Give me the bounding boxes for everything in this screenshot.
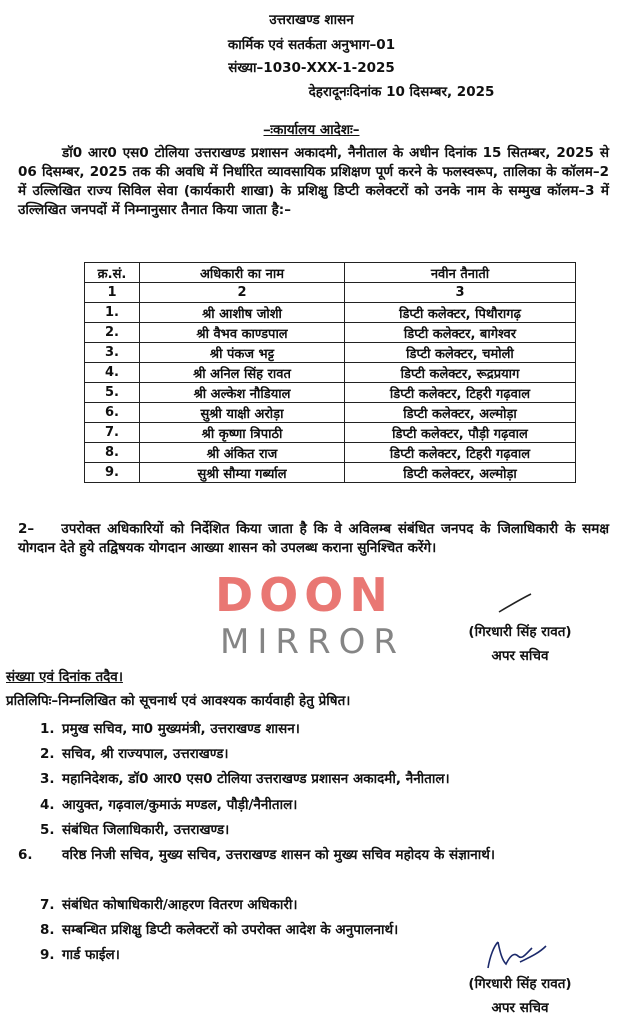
list-number: 2. <box>40 746 55 762</box>
order-number: संख्या–1030-XXX-1-2025 <box>228 60 395 76</box>
list-item <box>40 745 609 764</box>
list-item-text: सम्बन्धित प्रशिक्षु डिप्टी कलेक्टरों को उपरोक्त आदेश के अनुपालनार्थ। <box>62 922 399 938</box>
posting-cell: डिप्टी कलेक्टर, बागेश्वर <box>345 323 576 343</box>
column-number: 1 <box>85 283 140 303</box>
serial-cell: 1. <box>85 303 140 323</box>
officer-name-cell: श्री अल्केश नौडियाल <box>140 383 345 403</box>
govt-name: उत्तराखण्ड शासन <box>269 12 354 28</box>
list-item-text: सचिव, श्री राज्यपाल, उत्तराखण्ड। <box>62 746 229 762</box>
officer-name-cell: श्री कृष्णा त्रिपाठी <box>140 423 345 443</box>
table-row <box>85 443 576 463</box>
header-new-posting: नवीन तैनाती <box>345 263 576 283</box>
table-row <box>85 303 576 323</box>
list-number: 1. <box>40 721 55 737</box>
reference-line: संख्या एवं दिनांक तदैव। <box>6 669 123 685</box>
posting-cell: डिप्टी कलेक्टर, पिथौरागढ़ <box>345 303 576 323</box>
column-number: 2 <box>140 283 345 303</box>
officer-name-cell: श्री वैभव काण्डपाल <box>140 323 345 343</box>
list-number: 7. <box>40 897 55 913</box>
list-item-text: महानिदेशक, डॉ0 आर0 एस0 टोलिया उत्तराखण्ड प्रशासन अकादमी, नैनीताल। <box>62 771 450 787</box>
serial-cell: 8. <box>85 443 140 463</box>
header-serial: क्र.सं. <box>85 263 140 283</box>
header-officer-name: अधिकारी का नाम <box>140 263 345 283</box>
column-number: 3 <box>345 283 576 303</box>
list-item-text: वरिष्ठ निजी सचिव, मुख्य सचिव, उत्तराखण्ड शासन को मुख्य सचिव महोदय के संज्ञानार्थ। <box>62 847 496 863</box>
list-item <box>18 846 609 865</box>
list-item-text: संबंधित जिलाधिकारी, उत्तराखण्ड। <box>62 822 230 838</box>
serial-cell: 7. <box>85 423 140 443</box>
table-row <box>85 383 576 403</box>
posting-table <box>84 262 576 483</box>
list-number: 6. <box>18 847 33 863</box>
posting-cell: डिप्टी कलेक्टर, टिहरी गढ़वाल <box>345 443 576 463</box>
instruction-paragraph: 2– उपरोक्त अधिकारियों को निर्देशित किया जाता है कि वे अविलम्ब संबंधित जनपद के जिलाधिकारी के समक्ष योगदान देते हुये तद्विषयक योगदान आख्या शासन को उपलब्ध कराना सुनिश्चित करेंगे। <box>18 521 614 556</box>
signatory-name-copy: (गिरधारी सिंह रावत) <box>468 976 572 992</box>
posting-cell: डिप्टी कलेक्टर, अल्मोड़ा <box>345 463 576 483</box>
signatory-designation-copy: अपर सचिव <box>491 1000 549 1016</box>
list-number: 5. <box>40 822 55 838</box>
list-number: 4. <box>40 797 55 813</box>
watermark-logo-top: DOON <box>215 568 394 622</box>
serial-cell: 4. <box>85 363 140 383</box>
list-number: 3. <box>40 771 55 787</box>
posting-cell: डिप्टी कलेक्टर, चमोली <box>345 343 576 363</box>
signatory-designation: अपर सचिव <box>491 648 549 664</box>
officer-name-cell: सुश्री सौम्या गर्ब्याल <box>140 463 345 483</box>
list-item <box>40 720 609 739</box>
officer-name-cell: श्री पंकज भट्ट <box>140 343 345 363</box>
officer-name-cell: श्री अंकित राज <box>140 443 345 463</box>
officer-name-cell: श्री अनिल सिंह रावत <box>140 363 345 383</box>
handwritten-signature-icon <box>480 938 550 972</box>
table-header-row <box>85 263 576 283</box>
serial-cell: 9. <box>85 463 140 483</box>
table-row <box>85 363 576 383</box>
posting-cell: डिप्टी कलेक्टर, टिहरी गढ़वाल <box>345 383 576 403</box>
table-column-number-row <box>85 283 576 303</box>
copy-to-heading: प्रतिलिपिः–निम्नलिखित को सूचनार्थ एवं आवश्यक कार्यवाही हेतु प्रेषित। <box>6 693 351 709</box>
table-row <box>85 323 576 343</box>
order-title: –ःकार्यालय आदेशः– <box>263 122 360 138</box>
officer-name-cell: सुश्री याक्षी अरोड़ा <box>140 403 345 423</box>
signature-mark-icon <box>495 592 535 616</box>
signatory-name: (गिरधारी सिंह रावत) <box>468 624 572 640</box>
watermark-logo-bottom: MIRROR <box>220 622 405 662</box>
posting-cell: डिप्टी कलेक्टर, पौड़ी गढ़वाल <box>345 423 576 443</box>
serial-cell: 3. <box>85 343 140 363</box>
table-row <box>85 463 576 483</box>
list-number: 8. <box>40 922 55 938</box>
table-row <box>85 423 576 443</box>
list-item <box>40 770 609 789</box>
intro-paragraph: डॉ0 आर0 एस0 टोलिया उत्तराखण्ड प्रशासन अकादमी, नैनीताल के अधीन दिनांक 15 सितम्बर, 2025 से 06 दिसम्बर, 2025 तक की अवधि में निर्धारित व्यावसायिक प्रशिक्षण पूर्ण करने के फलस्वरूप, तालिका के कॉलम–2 में उल्लिखित राज्य सिविल सेवा (कार्यकारी शाखा) के प्रशिक्षु डिप्टी कलेक्टरों को उनके नाम के सम्मुख कॉलम–3 में उल्लिखित जनपदों में निम्नानुसार तैनात किया जाता है:– <box>18 145 609 218</box>
list-item-text: गार्ड फाईल। <box>62 947 120 963</box>
serial-cell: 5. <box>85 383 140 403</box>
list-number: 9. <box>40 947 55 963</box>
posting-cell: डिप्टी कलेक्टर, रूद्रप्रयाग <box>345 363 576 383</box>
place-date: देहरादूनःदिनांक 10 दिसम्बर, 2025 <box>308 84 495 100</box>
serial-cell: 2. <box>85 323 140 343</box>
officer-name-cell: श्री आशीष जोशी <box>140 303 345 323</box>
list-item <box>40 796 609 815</box>
department-name: कार्मिक एवं सतर्कता अनुभाग–01 <box>227 37 396 53</box>
list-item <box>40 821 609 840</box>
list-item-text: आयुक्त, गढ़वाल/कुमाऊं मण्डल, पौड़ी/नैनीताल। <box>62 797 298 813</box>
serial-cell: 6. <box>85 403 140 423</box>
posting-cell: डिप्टी कलेक्टर, अल्मोड़ा <box>345 403 576 423</box>
list-item-text: संबंधित कोषाधिकारी/आहरण वितरण अधिकारी। <box>62 897 298 913</box>
list-item <box>40 896 609 915</box>
table-row <box>85 403 576 423</box>
table-row <box>85 343 576 363</box>
list-item-text: प्रमुख सचिव, मा0 मुख्यमंत्री, उत्तराखण्ड शासन। <box>62 721 300 737</box>
